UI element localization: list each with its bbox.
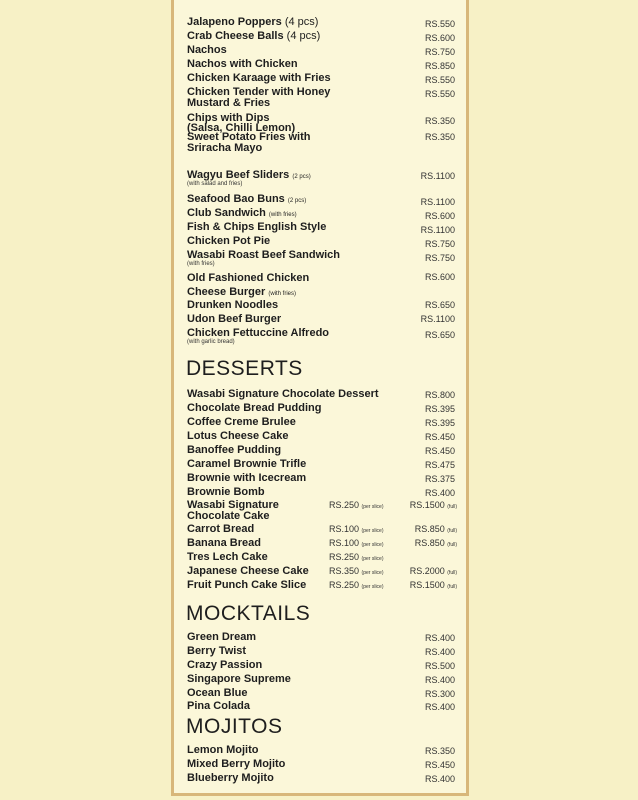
item-name: Wagyu Beef Sliders (2 pcs)	[187, 169, 311, 181]
menu-item	[187, 687, 457, 701]
item-name: Lotus Cheese Cake	[187, 430, 289, 442]
menu-item	[187, 673, 457, 687]
item-price: RS.650	[424, 300, 455, 310]
item-name: Nachos	[187, 44, 227, 56]
item-name: Tres Lech Cake	[187, 551, 268, 563]
menu-item	[187, 551, 457, 565]
item-name: Singapore Supreme	[187, 673, 291, 685]
item-name: Seafood Bao Buns (2 pcs)	[187, 193, 307, 205]
item-name-line2: Mustard & Fries	[187, 97, 271, 109]
item-price: RS.750	[424, 253, 455, 263]
menu-item	[187, 131, 457, 155]
menu-item	[187, 16, 457, 30]
item-name-line2: (Salsa, Chilli Lemon)	[187, 122, 296, 134]
item-name: Wasabi Roast Beef Sandwich	[187, 249, 341, 261]
menu-item	[187, 537, 457, 551]
item-name: Wasabi Signature	[187, 499, 279, 511]
menu-item	[187, 565, 457, 579]
item-price: RS.1100	[420, 171, 455, 181]
item-name: Jalapeno Poppers (4 pcs)	[187, 16, 319, 28]
item-price: RS.395	[424, 404, 455, 414]
menu-item	[187, 58, 457, 72]
item-name: Fish & Chips English Style	[187, 221, 327, 233]
menu-item	[187, 631, 457, 645]
item-price: RS.400	[424, 702, 455, 712]
item-price: RS.300	[424, 689, 455, 699]
section-heading-mojitos: MOJITOS	[186, 715, 283, 738]
item-price: RS.500	[424, 661, 455, 671]
menu-item	[187, 430, 457, 444]
item-price: RS.550	[424, 19, 455, 29]
menu-item	[187, 44, 457, 58]
item-name: Fruit Punch Cake Slice	[187, 579, 307, 591]
item-price: RS.750	[424, 239, 455, 249]
item-price: RS.400	[424, 774, 455, 784]
item-subnote: (with fries)	[187, 261, 215, 267]
slice-price: RS.250 (per slice)	[329, 552, 384, 562]
item-name: Sweet Potato Fries with	[187, 131, 311, 143]
menu-item	[187, 458, 457, 472]
item-price: RS.550	[424, 89, 455, 99]
menu-item	[187, 402, 457, 416]
item-name: Drunken Noodles	[187, 299, 279, 311]
item-price: RS.1100	[420, 225, 455, 235]
item-price: RS.450	[424, 760, 455, 770]
item-name: Banoffee Pudding	[187, 444, 282, 456]
slice-price: RS.250 (per slice)	[329, 500, 384, 510]
item-name: Crab Cheese Balls (4 pcs)	[187, 30, 321, 42]
menu-item	[187, 659, 457, 673]
full-price: RS.850 (full)	[414, 524, 457, 534]
item-price: RS.475	[424, 460, 455, 470]
menu-item	[187, 169, 457, 191]
item-name: Udon Beef Burger	[187, 313, 282, 325]
item-price: RS.600	[424, 33, 455, 43]
item-price: RS.375	[424, 474, 455, 484]
menu-item	[187, 416, 457, 430]
item-name: Club Sandwich (with fries)	[187, 207, 297, 219]
menu-item	[187, 499, 457, 523]
menu-item	[187, 645, 457, 659]
menu-item	[187, 579, 457, 593]
item-name-line2: Sriracha Mayo	[187, 142, 263, 154]
full-price: RS.850 (full)	[414, 538, 457, 548]
item-price: RS.750	[424, 47, 455, 57]
menu-item	[187, 286, 457, 300]
full-price: RS.1500 (full)	[409, 500, 457, 510]
item-name: Lemon Mojito	[187, 744, 259, 756]
item-price: RS.550	[424, 75, 455, 85]
menu-item	[187, 72, 457, 86]
menu-item	[187, 772, 457, 786]
menu-item	[187, 472, 457, 486]
menu-item	[187, 388, 457, 402]
item-name: Chips with Dips	[187, 112, 270, 124]
item-name: Caramel Brownie Trifle	[187, 458, 307, 470]
item-name: Banana Bread	[187, 537, 261, 549]
section-heading-mocktails: MOCKTAILS	[186, 602, 311, 625]
menu-item	[187, 523, 457, 537]
item-name: Green Dream	[187, 631, 257, 643]
item-price: RS.400	[424, 488, 455, 498]
item-name: Chicken Fettuccine Alfredo	[187, 327, 330, 339]
item-name: Blueberry Mojito	[187, 772, 274, 784]
item-name: Japanese Cheese Cake	[187, 565, 309, 577]
item-price: RS.600	[424, 211, 455, 221]
item-price: RS.800	[424, 390, 455, 400]
full-price: RS.2000 (full)	[409, 566, 457, 576]
item-name: Wasabi Signature Chocolate Dessert	[187, 388, 379, 400]
item-name: Brownie with Icecream	[187, 472, 307, 484]
item-price: RS.600	[424, 272, 455, 282]
item-price: RS.350	[424, 746, 455, 756]
menu-item	[187, 700, 457, 714]
item-name: Brownie Bomb	[187, 486, 265, 498]
item-price: RS.650	[424, 330, 455, 340]
menu-item	[187, 193, 457, 207]
item-subnote: (with salad and fries)	[187, 181, 243, 187]
item-name: Carrot Bread	[187, 523, 255, 535]
item-price: RS.350	[424, 132, 455, 142]
item-name: Old Fashioned Chicken	[187, 272, 310, 284]
full-price: RS.1500 (full)	[409, 580, 457, 590]
menu-item	[187, 86, 457, 112]
item-name: Chocolate Bread Pudding	[187, 402, 322, 414]
section-heading-desserts: DESSERTS	[186, 357, 303, 380]
item-name: Ocean Blue	[187, 687, 248, 699]
menu-item	[187, 758, 457, 772]
item-name: Chicken Karaage with Fries	[187, 72, 331, 84]
menu-item	[187, 444, 457, 458]
item-name: Chicken Pot Pie	[187, 235, 271, 247]
item-price: RS.450	[424, 432, 455, 442]
menu-item	[187, 249, 457, 269]
item-name: Cheese Burger (with fries)	[187, 286, 296, 298]
item-price: RS.400	[424, 633, 455, 643]
item-name: Crazy Passion	[187, 659, 263, 671]
menu-item	[187, 299, 457, 313]
item-name: Pina Colada	[187, 700, 250, 712]
item-price: RS.350	[424, 116, 455, 126]
menu-item	[187, 327, 457, 349]
item-name: Mixed Berry Mojito	[187, 758, 286, 770]
slice-price: RS.100 (per slice)	[329, 524, 384, 534]
menu-item	[187, 744, 457, 758]
item-name-line2: Chocolate Cake	[187, 510, 270, 522]
menu-item	[187, 221, 457, 235]
item-price: RS.395	[424, 418, 455, 428]
item-price: RS.850	[424, 61, 455, 71]
item-price: RS.1100	[420, 314, 455, 324]
item-name: Coffee Creme Brulee	[187, 416, 296, 428]
item-price: RS.450	[424, 446, 455, 456]
item-price: RS.400	[424, 675, 455, 685]
item-price: RS.1100	[420, 197, 455, 207]
item-name: Nachos with Chicken	[187, 58, 298, 70]
item-name: Chicken Tender with Honey	[187, 86, 331, 98]
item-subnote: (with garlic bread)	[187, 339, 235, 345]
menu-item	[187, 313, 457, 327]
menu-item	[187, 207, 457, 221]
item-price: RS.400	[424, 647, 455, 657]
slice-price: RS.100 (per slice)	[329, 538, 384, 548]
item-name: Berry Twist	[187, 645, 247, 657]
menu-item	[187, 235, 457, 249]
slice-price: RS.350 (per slice)	[329, 566, 384, 576]
menu-item	[187, 486, 457, 500]
slice-price: RS.250 (per slice)	[329, 580, 384, 590]
menu-item	[187, 272, 457, 286]
menu-item	[187, 30, 457, 44]
